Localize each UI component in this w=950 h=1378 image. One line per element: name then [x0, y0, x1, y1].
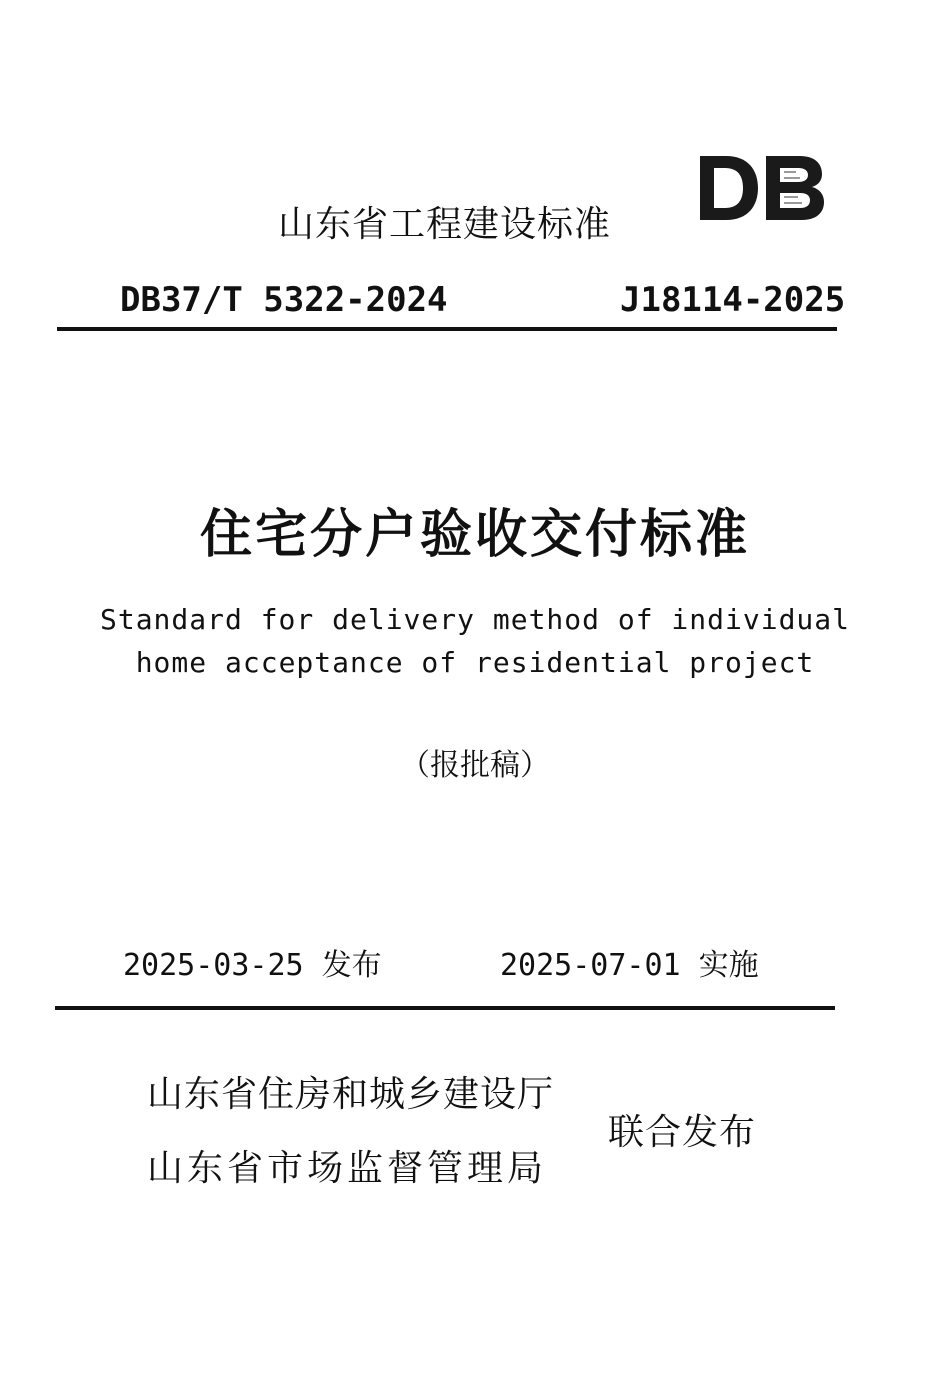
joint-publish-label: 联合发布 — [608, 1112, 757, 1153]
db-logo — [696, 150, 828, 226]
issue-date: 2025-03-25 发布 — [123, 948, 382, 983]
draft-status: （报批稿） — [400, 748, 550, 783]
bottom-divider — [55, 1006, 835, 1010]
chinese-title: 住宅分户验收交付标准 — [199, 505, 750, 565]
publisher-market-bureau: 山东省市场监督管理局 — [147, 1148, 548, 1189]
implementation-date: 2025-07-01 实施 — [500, 948, 759, 983]
record-code: J18114-2025 — [620, 280, 846, 320]
top-divider — [57, 327, 837, 331]
english-title-line1: Standard for delivery method of individual — [99, 603, 850, 636]
standard-code: DB37/T 5322-2024 — [120, 280, 448, 320]
series-title: 山东省工程建设标准 — [278, 204, 612, 245]
english-title-line2: home acceptance of residential project — [135, 646, 815, 679]
publisher-housing-dept: 山东省住房和城乡建设厅 — [147, 1074, 555, 1115]
